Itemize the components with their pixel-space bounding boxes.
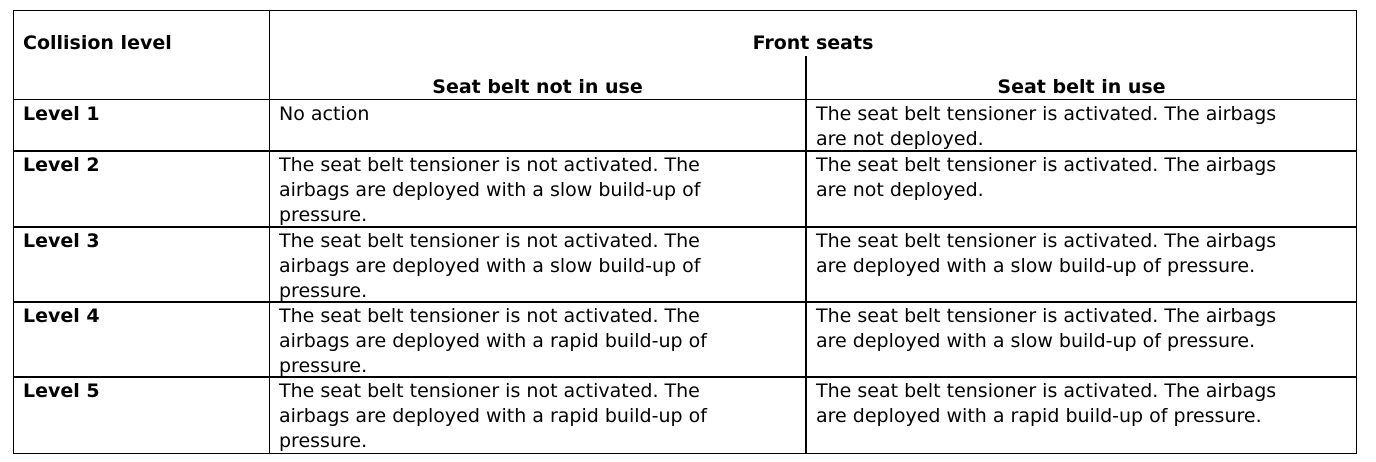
row-divider-2 — [13, 226, 1357, 228]
row-level-label: Level 4 — [23, 305, 100, 327]
cell-not-in-use-line: pressure. — [279, 204, 368, 226]
cell-in-use-line: The seat belt tensioner is activated. The airbags — [816, 305, 1277, 327]
cell-not-in-use-line: airbags are deployed with a slow build-up of — [279, 179, 701, 201]
table-border-top — [13, 10, 1357, 11]
cell-in-use-line: The seat belt tensioner is activated. The airbags — [816, 230, 1277, 252]
row-level-label: Level 5 — [23, 380, 100, 402]
row-level-label: Level 1 — [23, 103, 100, 125]
cell-in-use-line: The seat belt tensioner is activated. The airbags — [816, 154, 1277, 176]
row-level-label: Level 2 — [23, 154, 100, 176]
cell-not-in-use-line: The seat belt tensioner is not activated. The — [279, 305, 700, 327]
table-border-bottom — [13, 453, 1357, 454]
header-collision-level: Collision level — [23, 32, 172, 54]
cell-not-in-use-line: The seat belt tensioner is not activated. The — [279, 380, 700, 402]
cell-not-in-use-line: The seat belt tensioner is not activated. The — [279, 230, 700, 252]
cell-in-use-line: are deployed with a slow build-up of pressure. — [816, 330, 1256, 352]
cell-not-in-use-line: pressure. — [279, 355, 368, 377]
cell-not-in-use-line: airbags are deployed with a rapid build-up of — [279, 405, 707, 427]
header-seat-belt-in-use: Seat belt in use — [997, 76, 1166, 98]
header-front-seats: Front seats — [752, 32, 874, 54]
cell-in-use-line: are deployed with a slow build-up of pressure. — [816, 255, 1256, 277]
cell-in-use-line: are not deployed. — [816, 179, 984, 201]
cell-not-in-use-line: pressure. — [279, 430, 368, 452]
cell-in-use-line: The seat belt tensioner is activated. The airbags — [816, 380, 1277, 402]
column-divider-seatbelt — [805, 56, 807, 454]
cell-not-in-use-line: airbags are deployed with a slow build-up of — [279, 255, 701, 277]
collision-table — [13, 10, 1357, 454]
cell-in-use-line: The seat belt tensioner is activated. The airbags — [816, 103, 1277, 125]
cell-not-in-use-line: airbags are deployed with a rapid build-up of — [279, 330, 707, 352]
row-divider-1 — [13, 150, 1357, 152]
table-border-right — [1356, 10, 1357, 454]
cell-in-use-line: are deployed with a rapid build-up of pressure. — [816, 405, 1262, 427]
cell-in-use-line: are not deployed. — [816, 128, 984, 150]
cell-not-in-use-line: No action — [279, 103, 370, 125]
row-divider-4 — [13, 376, 1357, 378]
cell-not-in-use-line: pressure. — [279, 280, 368, 302]
cell-not-in-use-line: The seat belt tensioner is not activated. The — [279, 154, 700, 176]
header-seat-belt-not-in-use: Seat belt not in use — [432, 76, 643, 98]
row-divider-3 — [13, 301, 1357, 303]
row-level-label: Level 3 — [23, 230, 100, 252]
table-border-left — [13, 10, 14, 454]
